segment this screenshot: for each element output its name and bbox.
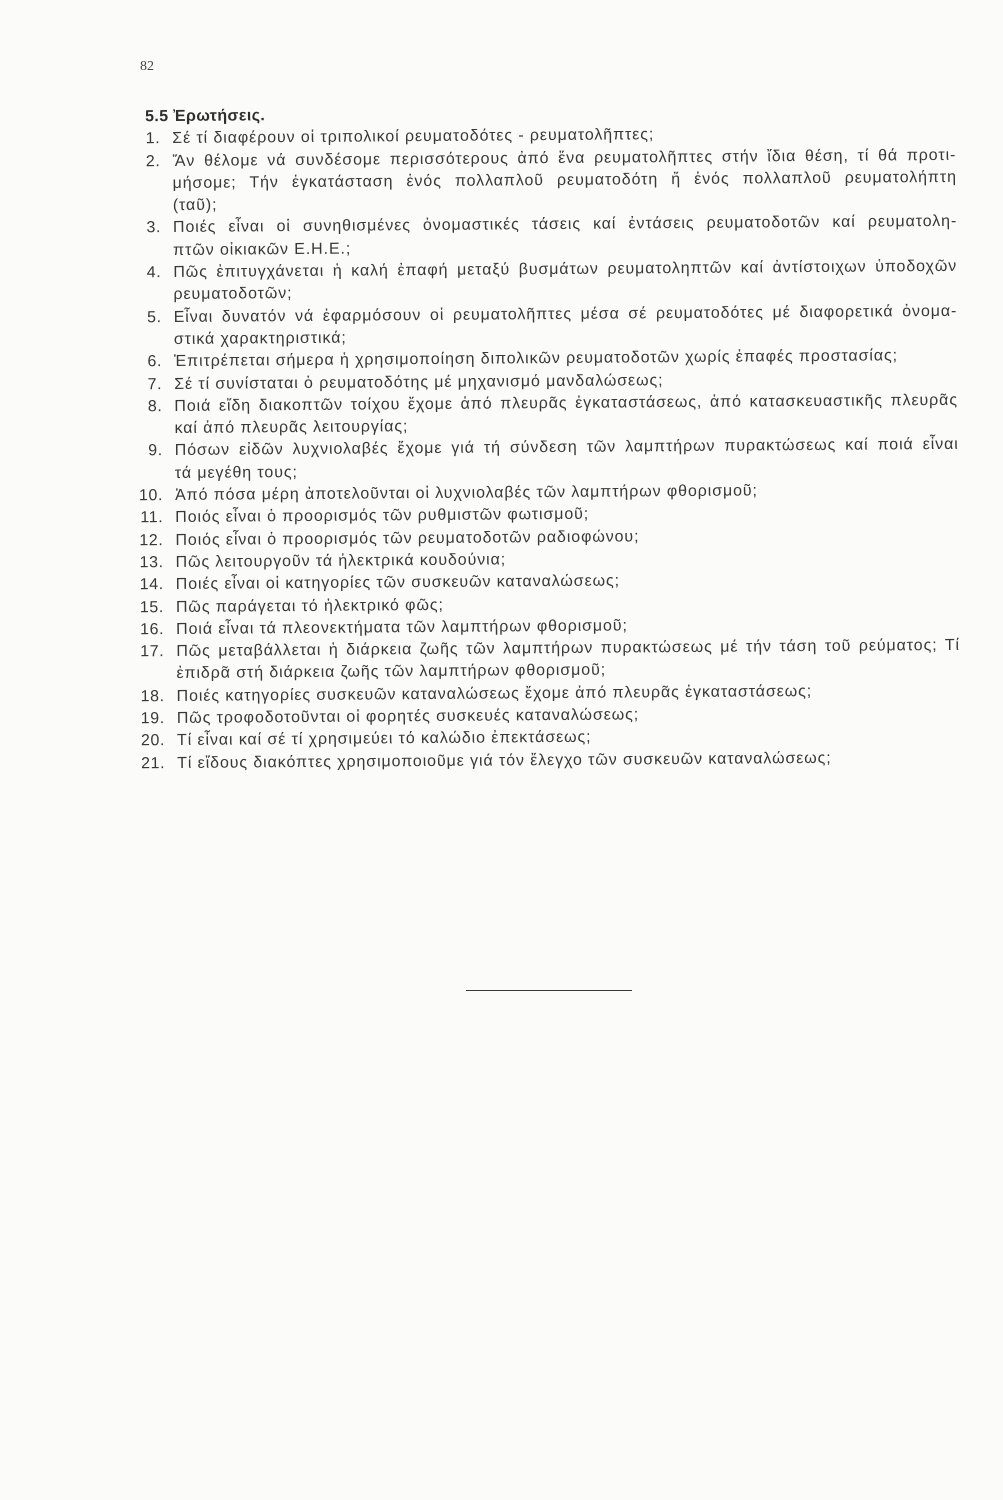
question-number: 3.	[146, 219, 162, 237]
question-number: 1.	[145, 130, 161, 148]
question-line-text: Ποιές εἶναι οἱ κατηγορίες τῶν συσκευῶν καταναλώσεως;	[175, 572, 621, 594]
question-line	[177, 746, 961, 774]
question-number: 20.	[140, 732, 166, 750]
questions-section	[0, 99, 1003, 776]
question-line-text: ἐπιδρᾶ στή διάρκεια ζωῆς τῶν λαμπτήρων φθορισμοῦ;	[176, 662, 607, 683]
question-line-text: Εἶναι δυνατόν νά ἐφαρμόσουν οἱ ρευματολῆπτες μέσα σέ ρευματοδότες μέ διαφορετικά ὀνομα-	[173, 302, 958, 326]
question-line-text: Σέ τί διαφέρουν οἱ τριπολικοί ρευματοδότες - ρευματολῆπτες;	[172, 126, 655, 148]
question-line-text: Ἀπό πόσα μέρη ἀποτελοῦνται οἱ λυχνιολαβές τῶν λαμπτήρων φθορισμοῦ;	[174, 482, 758, 505]
question-line-text: στικά χαρακτηριστικά;	[173, 329, 347, 348]
question-number: 7.	[147, 375, 163, 393]
question-line-text: Πόσων εἰδῶν λυχνιολαβές ἔχομε γιά τή σύνδεση τῶν λαμπτήρων πυρακτώσεως καί ποιά εἶναι	[174, 436, 959, 460]
question-line-text: πτῶν οἰκιακῶν Ε.Η.Ε.;	[173, 240, 352, 259]
question-number: 16.	[139, 620, 165, 639]
question-line-text: Πῶς τροφοδοτοῦνται οἱ φορητές συσκευές καταναλώσεως;	[176, 706, 640, 727]
question-line-text: Πῶς μεταβάλλεται ἡ διάρκεια ζωῆς τῶν λαμπτήρων πυρακτώσεως μέ τήν τάση τοῦ ρεύματος; Τί	[176, 636, 960, 661]
question-number: 13.	[139, 554, 164, 572]
question-number: 8.	[147, 397, 163, 416]
question-number: 15.	[139, 598, 165, 616]
question-line-text: Ποιά εἶναι τά πλεονεκτήματα τῶν λαμπτήρων φθορισμοῦ;	[176, 617, 628, 638]
question-line-text: Ποιός εἶναι ὁ προορισμός τῶν ρευματοδοτῶν ραδιοφώνου;	[175, 527, 640, 549]
question-line-text: ρευματοδοτῶν;	[173, 285, 293, 304]
question-number: 4.	[146, 264, 162, 282]
question-number: 19.	[140, 710, 165, 728]
question-number: 18.	[140, 687, 165, 705]
question-line-text: τά μεγέθη τους;	[174, 463, 298, 482]
question-number: 5.	[147, 308, 162, 326]
question-number: 2.	[145, 152, 161, 170]
question-line-text: Τί εἶναι καί σέ τί χρησιμεύει τό καλώδιο ἐπεκτάσεως;	[176, 729, 592, 750]
question-number: 10.	[138, 487, 164, 505]
page-number: 82	[140, 59, 154, 74]
question-number: 11.	[140, 509, 164, 527]
question-line-text: Πῶς λειτουργοῦν τά ἠλεκτρικά κουδούνια;	[175, 551, 507, 571]
question-number: 9.	[148, 442, 163, 460]
question-line-text: Σέ τί συνίσταται ὁ ρευματοδότης μέ μηχανισμό μανδαλώσεως;	[174, 371, 664, 393]
question-line-text: μήσομε; Τήν ἐγκατάσταση ἑνός πολλαπλοῦ ρευματοδότη ἤ ἑνός πολλαπλοῦ ρευματολήπτη	[172, 168, 957, 192]
question-number: 21.	[141, 754, 166, 772]
question-line-text: Πῶς παράγεται τό ἠλεκτρικό φῶς;	[175, 596, 444, 616]
end-of-section-rule	[466, 990, 632, 991]
question-line-text: Ποιά εἴδη διακοπτῶν τοίχου ἔχομε ἀπό πλευρᾶς ἐγκαταστάσεως, ἀπό κατασκευαστικῆς πλευρᾶς	[174, 391, 958, 415]
question-line-text: Ἄν θέλομε νά συνδέσομε περισσότερους ἀπό ἕνα ρευματολῆπτες στήν ἴδια θέση, τί θά προτι-	[172, 146, 957, 170]
question-line-text: Ἐπιτρέπεται σήμερα ἡ χρησιμοποίηση διπολικῶν ρευματοδοτῶν χωρίς ἐπαφές προστασίας;	[173, 347, 898, 371]
question-line-text: Ποιός εἶναι ὁ προορισμός τῶν ρυθμιστῶν φωτισμοῦ;	[175, 506, 590, 527]
section-heading: 5.5 Ἐρωτήσεις.	[145, 107, 266, 126]
question-line-text: Ποιές εἶναι οἱ συνηθισμένες ὀνομαστικές τάσεις καί ἐντάσεις ρευματοδοτῶν καί ρευματολη-	[172, 213, 958, 237]
question-number: 6.	[147, 353, 163, 371]
question-number: 14.	[139, 576, 164, 594]
question-number: 12.	[139, 531, 164, 549]
question-line-text: Ποιές κατηγορίες συσκευῶν καταναλώσεως ἔχομε ἀπό πλευρᾶς ἐγκαταστάσεως;	[176, 682, 813, 705]
question-line-text: καί ἀπό πλευρᾶς λειτουργίας;	[174, 418, 409, 438]
question-line-text: (ταῦ);	[172, 196, 218, 215]
question-number: 17.	[140, 643, 165, 661]
question-line-text: Πῶς ἐπιτυγχάνεται ἡ καλή ἐπαφή μεταξύ βυσμάτων ρευματοληπτῶν καί ἀντίστοιχων ὑποδοχῶν	[173, 257, 958, 282]
question-line-text: Τί εἴδους διακόπτες χρησιμοποιοῦμε γιά τόν ἔλεγχο τῶν συσκευῶν καταναλώσεως;	[177, 749, 832, 772]
